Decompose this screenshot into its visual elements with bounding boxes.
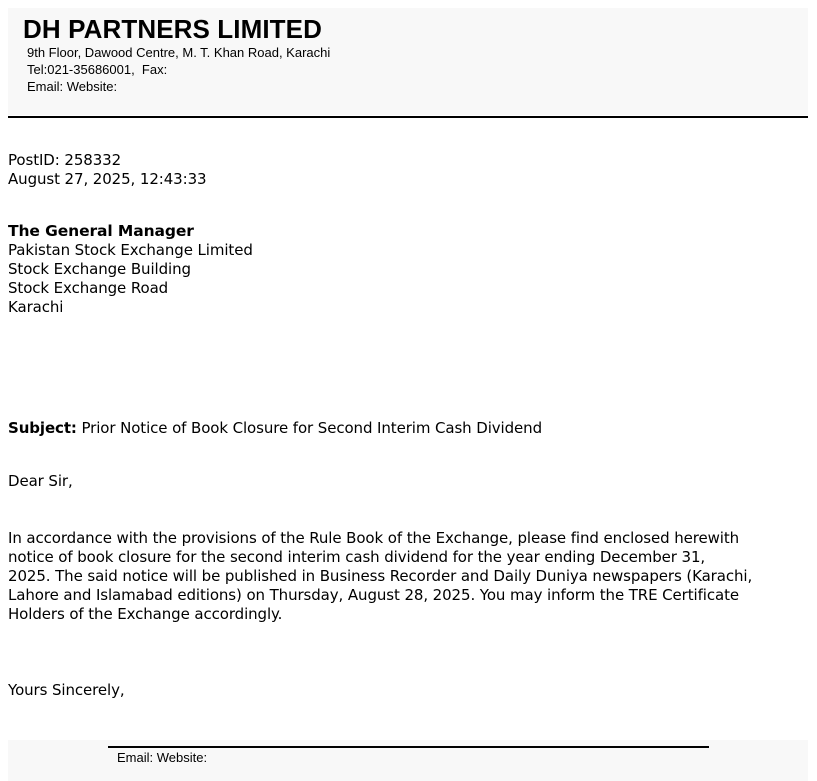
post-id: PostID: 258332 [8, 151, 122, 169]
addressee-line: Karachi [8, 298, 64, 316]
addressee-line: Stock Exchange Road [8, 279, 169, 297]
addressee-line: Pakistan Stock Exchange Limited [8, 241, 253, 259]
closing: Yours Sincerely, [8, 681, 125, 699]
body-line: 2025. The said notice will be published in Business Recorder and Daily Duniya newspapers (Karachi, [8, 567, 753, 585]
header-divider [8, 116, 808, 118]
company-address: 9th Floor, Dawood Centre, M. T. Khan Road, Karachi [27, 45, 331, 60]
body-line: Lahore and Islamabad editions) on Thursday, August 28, 2025. You may inform the TRE Certificate [8, 586, 739, 604]
post-meta [8, 151, 206, 189]
subject-line [8, 419, 542, 438]
footer-divider [108, 746, 709, 748]
addressee-line: Stock Exchange Building [8, 260, 191, 278]
company-email-website: Email: Website: [27, 79, 118, 94]
body-paragraph [8, 529, 752, 624]
subject-text: Prior Notice of Book Closure for Second Interim Cash Dividend [81, 419, 543, 437]
letterhead [8, 8, 808, 115]
company-tel-fax: Tel:021-35686001, Fax: [27, 62, 168, 77]
subject-label: Subject: [8, 419, 77, 437]
body-line: notice of book closure for the second interim cash dividend for the year ending December 31, [8, 548, 706, 566]
body-line: Holders of the Exchange accordingly. [8, 605, 283, 623]
company-name: DH PARTNERS LIMITED [23, 14, 322, 44]
addressee-block [8, 222, 253, 317]
footer-email-website: Email: Website: [117, 750, 208, 765]
addressee-title: The General Manager [8, 222, 194, 240]
post-datetime: August 27, 2025, 12:43:33 [8, 170, 207, 188]
salutation: Dear Sir, [8, 472, 73, 490]
body-line: In accordance with the provisions of the Rule Book of the Exchange, please find enclosed herewith [8, 529, 740, 547]
